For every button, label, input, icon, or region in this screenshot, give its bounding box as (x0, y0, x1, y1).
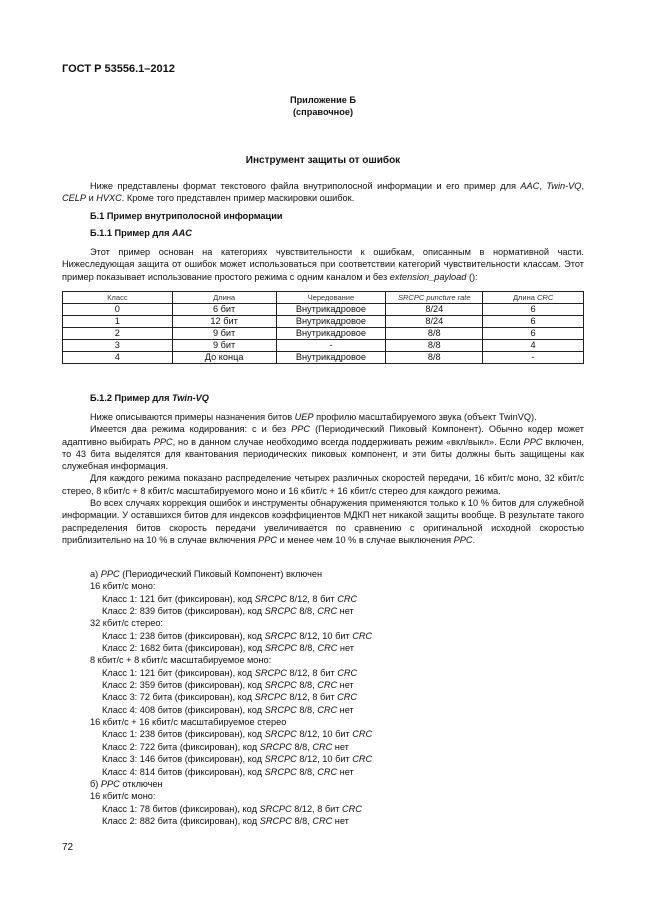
bit-allocation-list (90, 568, 372, 827)
italic-term: SRCPC (264, 766, 297, 777)
italic-term: CRC (317, 606, 338, 617)
italic-term: SRCPC (264, 704, 297, 715)
list-item (90, 741, 372, 753)
list-item (90, 815, 372, 827)
table-cell: 8/8 (386, 352, 483, 364)
italic-term: CELP (62, 193, 87, 204)
italic-term: AAC (520, 181, 540, 191)
text-run: Класс 1: 78 битов (фиксирован), код (102, 803, 260, 814)
italic-term: PPC (100, 569, 120, 579)
text-run: нет (337, 766, 354, 777)
table-cell: 6 (483, 328, 584, 340)
italic-term: SRCPC (264, 606, 297, 617)
table-cell: 0 (63, 304, 173, 316)
list-item (90, 605, 372, 617)
italic-term: CRC (337, 593, 358, 604)
italic-term: SRCPC (264, 729, 297, 740)
italic-term: CRC (342, 803, 362, 814)
table-header-row (63, 292, 584, 304)
list-item (90, 778, 372, 790)
italic-term: SRCPC (254, 667, 287, 678)
italic-term: CRC (352, 754, 373, 765)
italic-term: SRCPC (264, 754, 297, 765)
column-header (63, 292, 173, 304)
italic-term: PPC (291, 424, 311, 435)
b12-paragraphs (0, 411, 584, 546)
text-run: Этот пример основан на категориях чувствительности к ошибкам, описанным в нормативной части. Нижеследующая защита от ошибок может использоваться при соответствии категорий чувствительности классам. Этот пример показывает использование простого режима с одним каналом и без (62, 247, 584, 282)
italic-term: CRC (337, 667, 358, 678)
list-item (90, 568, 372, 580)
text-run: (Периодический Пиковый Компонент). Обычно кодер может адаптивно выбирать (62, 424, 584, 447)
table-cell: 2 (63, 328, 173, 340)
text-run: б) (90, 778, 101, 789)
italic-term: CRC (536, 293, 554, 302)
text-run: нет (337, 680, 354, 691)
italic-term: extension_payload (389, 271, 467, 282)
italic-term: CRC (312, 815, 333, 826)
table-row (63, 340, 584, 352)
table-cell: 9 бит (172, 340, 276, 352)
text-run: 16 кбит/с + 16 кбит/с масштабируемое стерео (90, 717, 287, 728)
list-item (90, 728, 372, 740)
column-header (276, 292, 386, 304)
italic-term: AAC (172, 228, 192, 238)
text-run: Класс 1: 121 бит (фиксирован), код (102, 593, 255, 604)
list-item (90, 803, 372, 815)
italic-term: PPC (100, 778, 120, 789)
column-header (386, 292, 483, 304)
text-run: Ниже описываются примеры назначения битов (90, 412, 295, 422)
table-cell: До конца (172, 352, 276, 364)
table-cell: Внутрикадровое (276, 328, 386, 340)
text-run: (): (466, 271, 478, 282)
italic-term: Twin-VQ (546, 181, 582, 191)
text-run: Класс 3: 72 бита (фиксирован), код (102, 692, 255, 703)
italic-term: CRC (352, 630, 373, 641)
intro-paragraph (62, 180, 584, 205)
list-item (90, 630, 372, 642)
table-cell: 8/24 (386, 316, 483, 328)
table-cell: 6 (483, 316, 584, 328)
italic-term: CRC (317, 680, 338, 691)
table-cell: 8/8 (386, 328, 483, 340)
text-run: нет (332, 815, 349, 826)
text-run: Для каждого режима показано распределение четырех различных скоростей передачи, 16 кбит/с моно, 32 кбит/с стерео, 8 кбит/с + 8 кбит/с масштабируемого моно и 16 кбит/с + 16 кбит/с стерео для каждого режима. (62, 473, 584, 496)
text-run: . (472, 534, 476, 545)
list-item (90, 617, 372, 629)
text-run: Класс 3: 146 битов (фиксирован), код (102, 754, 265, 765)
text-run: 8/8, (291, 741, 313, 752)
table-cell: 1 (63, 316, 173, 328)
italic-term: SRCPC (254, 593, 287, 604)
list-item (90, 679, 372, 691)
text-run: профилю масштабируемого звука (объект TwinVQ). (313, 412, 537, 422)
b12-paragraph (62, 472, 584, 497)
page-title: Инструмент защиты от ошибок (245, 155, 401, 166)
text-run: и (86, 193, 97, 204)
text-run: нет (337, 606, 354, 617)
text-run: Класс 2: 882 бита (фиксирован), код (102, 815, 260, 826)
list-item (90, 753, 372, 765)
italic-term: CRC (352, 729, 373, 740)
text-run: и менее чем 10 % в случае выключения (277, 534, 454, 545)
section-b1-heading: Б.1 Пример внутриполосной информации (90, 211, 283, 221)
list-item (90, 580, 372, 592)
column-header (172, 292, 276, 304)
text-run: Во всех случаях коррекция ошибок и инструменты обнаружения применяются только к 10 % битов для служебной информации. У оставшихся битов для индексов коэффициентов МДКП нет никакой защиты вообще. В результате такого распределения битов скорость передачи увеличивается по сравнению с оригинальной исходной скоростью приблизительно на 10 % в случае включения (62, 498, 584, 545)
text-run: нет (337, 643, 354, 654)
table-cell: Внутрикадровое (276, 316, 386, 328)
table-cell: 12 бит (172, 316, 276, 328)
table-cell: 8/24 (386, 304, 483, 316)
text-run: 8/8, (296, 704, 318, 715)
text-run: 8/12, 8 бит (286, 667, 338, 678)
table-row (63, 352, 584, 364)
list-item (90, 704, 372, 716)
text-run: Класс 2: 359 битов (фиксирован), код (102, 680, 265, 691)
text-run: (Периодический Пиковый Компонент) включен (119, 569, 323, 579)
text-run: Б.1.2 Пример для (90, 393, 172, 403)
text-run: 8/12, 10 бит (296, 630, 353, 641)
text-run: Класс 1: 121 бит (фиксирован), код (102, 667, 255, 678)
text-run: Длина (213, 293, 236, 302)
text-run: 8/12, 8 бит (286, 692, 338, 703)
italic-term: CRC (317, 704, 338, 715)
b12-paragraph (62, 423, 584, 472)
table-cell: 3 (63, 340, 173, 352)
text-run: а) (90, 569, 101, 579)
column-header (483, 292, 584, 304)
table-cell: 4 (483, 340, 584, 352)
text-run: Чередование (307, 293, 355, 302)
italic-term: SRCPC (259, 741, 292, 752)
text-run: Имеется два режима кодирования: с и без (90, 424, 292, 435)
text-run: 8/8, (296, 606, 318, 617)
table-cell: 6 (483, 304, 584, 316)
italic-term: SRCPC (259, 815, 292, 826)
italic-term: PPC (153, 436, 173, 447)
text-run: включен, то 43 бита выделятся для квантования периодических пиковых компонент, и эти биты должны быть защищены как служебная информация. (62, 436, 584, 472)
table-cell: - (483, 352, 584, 364)
text-run: 8/8, (296, 766, 318, 777)
appendix-title: Приложение Б (289, 95, 357, 105)
b12-paragraph (62, 497, 584, 546)
text-run: 8/12, 10 бит (296, 729, 353, 740)
text-run: 8/12, 10 бит (296, 754, 353, 765)
text-run: , но в данном случае необходимо всегда поддерживать режим «вкл/выкл». Если (172, 436, 524, 447)
italic-term: UEP (294, 412, 314, 422)
text-run: Класс 2: 1682 бита (фиксирован), код (102, 643, 265, 654)
list-item (90, 667, 372, 679)
text-run: Класс 4: 408 битов (фиксирован), код (102, 704, 265, 715)
italic-term: SRCPC (264, 630, 297, 641)
italic-term: CRC (317, 643, 338, 654)
b11-paragraph (62, 246, 584, 283)
page-number: 72 (62, 842, 74, 853)
text-run: нет (332, 741, 349, 752)
list-item (90, 642, 372, 654)
list-item (90, 691, 372, 703)
text-run: Ниже представлены формат текстового файла внутриполосной информации и его пример для (90, 181, 521, 191)
table-cell: - (276, 340, 386, 352)
table-row (63, 316, 584, 328)
italic-term: PPC (523, 436, 543, 447)
b12-paragraph (62, 411, 584, 423)
text-run: Класс 1: 238 битов (фиксирован), код (102, 630, 265, 641)
table-cell: 6 бит (172, 304, 276, 316)
text-run: Б.1.1 Пример для (90, 228, 172, 238)
text-run: Класс 4: 814 битов (фиксирован), код (102, 766, 265, 777)
text-run: Класс 1: 238 битов (фиксирован), код (102, 729, 265, 740)
text-run: 8/12, 8 бит (286, 593, 338, 604)
text-run: отключен (119, 778, 163, 789)
italic-term: PPC (258, 534, 278, 545)
section-b12-heading (90, 393, 209, 403)
table-cell: 9 бит (172, 328, 276, 340)
table-cell: 8/8 (386, 340, 483, 352)
text-run: 8/8, (296, 680, 318, 691)
text-run: Класс 2: 722 бита (фиксирован), код (102, 741, 260, 752)
text-run: 16 кбит/с моно: (90, 791, 156, 802)
list-item (90, 654, 372, 666)
text-run: 8/12, 8 бит (291, 803, 343, 814)
italic-term: SRCPC (254, 692, 287, 703)
italic-term: SRCPC (264, 643, 297, 654)
list-item (90, 766, 372, 778)
text-run: , (581, 181, 584, 191)
text-run: , (539, 181, 547, 191)
section-b11-heading (90, 228, 192, 238)
text-run: . Кроме того представлен пример маскировки ошибок. (121, 193, 355, 204)
document-header: ГОСТ Р 53556.1–2012 (62, 63, 175, 75)
italic-term: SRCPC (259, 803, 292, 814)
italic-term: SRCPC (264, 680, 297, 691)
appendix-subtitle: (справочное) (292, 107, 353, 117)
text-run: 8/8, (291, 815, 313, 826)
text-run: 32 кбит/с стерео: (90, 618, 163, 629)
table-cell: 4 (63, 352, 173, 364)
error-protection-table (62, 291, 584, 364)
table-row (63, 304, 584, 316)
table-cell: Внутрикадровое (276, 352, 386, 364)
table-row (63, 328, 584, 340)
italic-term: Twin-VQ (172, 393, 209, 403)
text-run: нет (337, 704, 354, 715)
text-run: 16 кбит/с моно: (90, 581, 156, 592)
list-item (90, 790, 372, 802)
table-cell: Внутрикадровое (276, 304, 386, 316)
list-item (90, 593, 372, 605)
italic-term: HVXC (96, 193, 122, 204)
text-run: 8/8, (297, 643, 318, 654)
italic-term: CRC (337, 692, 358, 703)
italic-term: PPC (453, 534, 473, 545)
italic-term: CRC (312, 741, 333, 752)
italic-term: CRC (317, 766, 338, 777)
text-run: Длина (512, 293, 537, 302)
text-run: Класс 2: 839 битов (фиксирован), код (102, 606, 265, 617)
text-run: 8 кбит/с + 8 кбит/с масштабируемое моно: (90, 655, 272, 666)
italic-term: SRCPC puncture rate (398, 293, 471, 302)
list-item (90, 716, 372, 728)
text-run: Класс (107, 293, 128, 302)
